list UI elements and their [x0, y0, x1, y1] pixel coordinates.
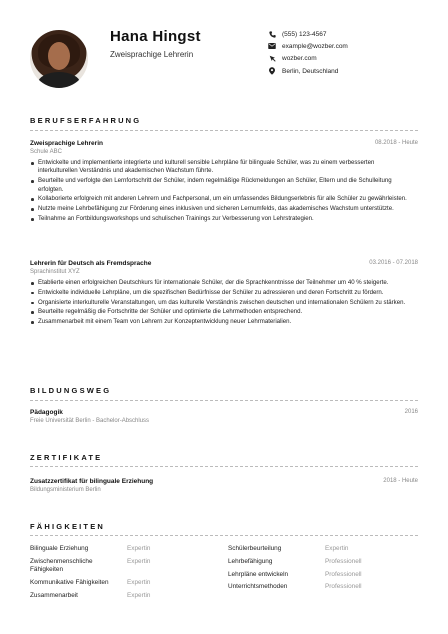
- education-title: Pädagogik: [30, 409, 63, 416]
- contact-phone: [268, 28, 348, 40]
- contact-phone-text: (555) 123-4567: [282, 30, 327, 38]
- section-title-skills: FÄHIGKEITEN: [30, 522, 106, 531]
- list-item: Nutzte meine Lehrbefähigung zur Förderung eines inklusiven und sicheren Lernumfelds, das akademisches Wachstum unterstützte.: [30, 205, 408, 213]
- skill-name: Zusammenarbeit: [30, 591, 78, 599]
- education-date: 2016: [404, 409, 418, 415]
- contact-location: [268, 65, 348, 77]
- phone-icon: [268, 30, 276, 38]
- skill-item: [30, 591, 220, 604]
- skill-name: Kommunikative Fähigkeiten: [30, 578, 109, 586]
- contact-email[interactable]: [268, 40, 348, 52]
- skill-item: [30, 557, 220, 578]
- skill-item: [228, 570, 418, 583]
- education-institution: Freie Universität Berlin - Bachelor-Abschluss: [30, 418, 150, 424]
- section-divider: [30, 466, 418, 467]
- list-item: Organisierte interkulturelle Veranstaltungen, um das kulturelle Verständnis zwischen deutschen und internationalen Schülern zu stärken.: [30, 299, 408, 307]
- candidate-name: Hana Hingst: [110, 28, 201, 45]
- contact-email-text: example@wozber.com: [282, 42, 348, 50]
- certificate-date: 2018 - Heute: [383, 478, 418, 484]
- contact-location-text: Berlin, Deutschland: [282, 67, 339, 75]
- skill-name: Lehrbefähigung: [228, 557, 273, 565]
- section-title-education: BILDUNGSWEG: [30, 386, 112, 395]
- skill-level: Expertin: [127, 545, 151, 552]
- section-title-certificates: ZERTIFIKATE: [30, 453, 103, 462]
- list-item: Beurteilte und verfolgte den Lernfortschritt der Schüler, indem regelmäßige Rückmeldungen an Schüler, Eltern und die Schulleitung erfolgten.: [30, 177, 408, 194]
- list-item: Beurteilte regelmäßig die Fortschritte der Schüler und optimierte die Lehrmethoden entsprechend.: [30, 308, 408, 316]
- job-company: Schule ABC: [30, 149, 63, 155]
- skill-item: [228, 557, 418, 570]
- skill-level: Expertin: [127, 578, 151, 586]
- contact-list: [268, 28, 348, 77]
- job-bullets: [30, 159, 408, 225]
- section-divider: [30, 535, 418, 536]
- section-divider: [30, 130, 418, 131]
- skill-level: Professionell: [325, 557, 362, 565]
- skill-name: Bilinguale Erziehung: [30, 545, 89, 552]
- skill-item: [228, 582, 418, 595]
- avatar: [30, 30, 88, 88]
- skill-item: [30, 578, 220, 591]
- certificate-issuer: Bildungsministerium Berlin: [30, 487, 101, 493]
- skill-level: Expertin: [325, 545, 349, 552]
- link-icon: [268, 55, 276, 63]
- contact-website[interactable]: [268, 53, 348, 65]
- list-item: Entwickelte individuelle Lehrpläne, um die spezifischen Bedürfnisse der Schüler zu adressieren und deren Fortschritt zu fördern.: [30, 289, 408, 297]
- job-company: Sprachinstitut XYZ: [30, 269, 80, 275]
- skill-name: Unterrichtsmethoden: [228, 583, 288, 591]
- skill-item: [228, 544, 418, 557]
- skill-name: Lehrpläne entwickeln: [228, 570, 289, 578]
- skills-column-left: [30, 544, 220, 603]
- job-title: Lehrerin für Deutsch als Fremdsprache: [30, 260, 152, 267]
- certificate-title: Zusatzzertifikat für bilinguale Erziehung: [30, 478, 154, 485]
- job-date: 03.2016 - 07.2018: [369, 260, 418, 266]
- job-date: 08.2018 - Heute: [374, 140, 418, 146]
- skill-item: [30, 544, 220, 557]
- candidate-role: Zweisprachige Lehrerin: [110, 50, 194, 59]
- skills-column-right: [228, 544, 418, 595]
- location-pin-icon: [268, 67, 276, 75]
- section-divider: [30, 400, 418, 401]
- skill-name: Schülerbeurteilung: [228, 545, 282, 552]
- job-bullets: [30, 279, 408, 328]
- list-item: Kollaborierte erfolgreich mit anderen Lehrern und Fachpersonal, um ein umfassendes Bildungserlebnis für alle Schüler zu gewährleisten.: [30, 195, 408, 203]
- skill-level: Professionell: [325, 570, 362, 578]
- list-item: Teilnahme an Fortbildungsworkshops und schulischen Trainings zur Verbesserung von Lehrstrategien.: [30, 215, 408, 223]
- list-item: Zusammenarbeit mit einem Team von Lehrern zur Konzeptentwicklung neuer Lehrmaterialien.: [30, 318, 408, 326]
- skill-name: Zwischenmenschliche Fähigkeiten: [30, 557, 93, 573]
- skill-level: Expertin: [127, 591, 151, 599]
- list-item: Entwickelte und implementierte integrierte und kulturell sensible Lehrpläne für bilinguale Schüler, was zu einem verbesserten interkulturellen Verständnis und akademischen Wachstum führte.: [30, 159, 408, 176]
- job-title: Zweisprachige Lehrerin: [30, 140, 103, 147]
- section-title-experience: BERUFSERFAHRUNG: [30, 116, 142, 125]
- list-item: Etablierte einen erfolgreichen Deutschkurs für internationale Schüler, der die Sprachkenntnisse der Teilnehmer um 40 % steigerte.: [30, 279, 408, 287]
- resume-header: [30, 28, 420, 92]
- skill-level: Expertin: [127, 557, 151, 565]
- mail-icon: [268, 42, 276, 50]
- skill-level: Professionell: [325, 583, 362, 591]
- contact-website-text: wozber.com: [282, 55, 317, 63]
